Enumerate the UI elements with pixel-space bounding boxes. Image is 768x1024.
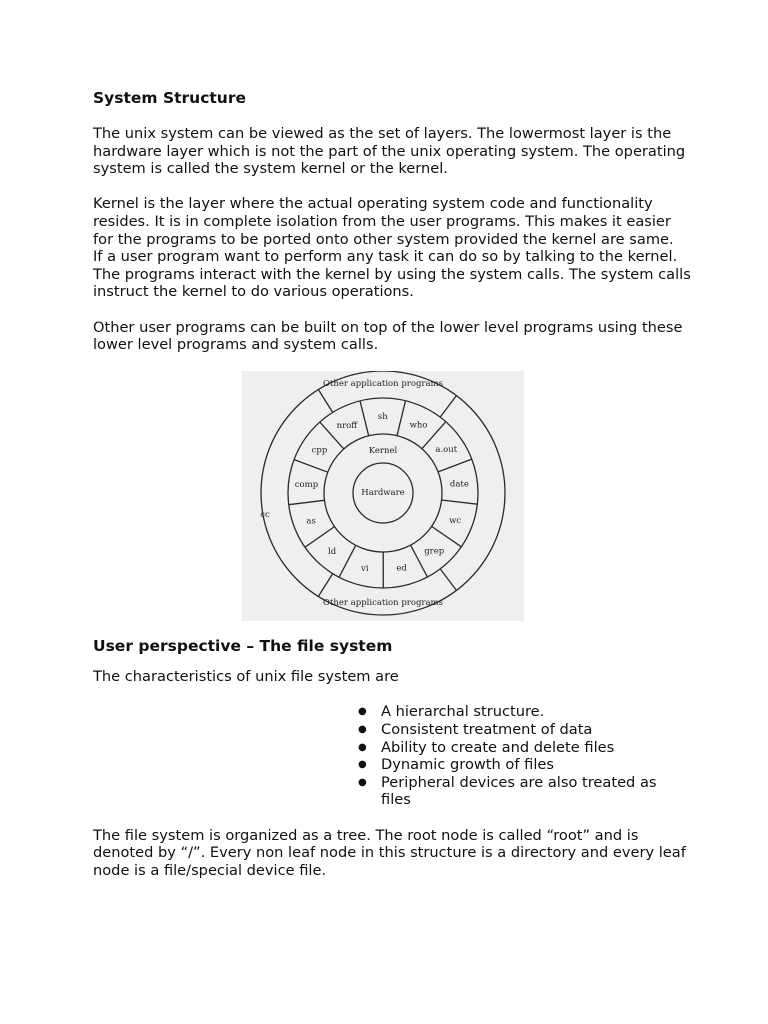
bullet-icon: ● (358, 741, 367, 753)
label-outer-top: Other application programs (323, 378, 443, 389)
list-item-text: Consistent treatment of data (381, 720, 593, 738)
bullet-icon: ● (358, 706, 367, 718)
ring-divider (360, 401, 369, 436)
ring-divider (442, 500, 478, 504)
paragraph-layers: The unix system can be viewed as the set of layers. The lowermost layer is the hardware layer which is not the part of the unix operating system. The operating system is called the system kernel or the kernel. (93, 125, 686, 178)
program-label: wc (449, 515, 462, 526)
program-label: grep (424, 546, 445, 557)
outer-divider (440, 569, 456, 591)
label-kernel: Kernel (368, 445, 398, 456)
program-label: a.out (435, 444, 458, 455)
program-label: date (449, 479, 469, 490)
program-label: vi (361, 563, 369, 574)
ring-divider (397, 400, 406, 435)
list-item (358, 756, 688, 774)
ring-divider (438, 459, 472, 472)
ring-divider (305, 526, 335, 547)
list-item-text: Dynamic growth of files (381, 756, 554, 774)
program-label: sh (377, 411, 388, 422)
bullet-icon: ● (358, 759, 367, 771)
paragraph-other-programs: Other user programs can be built on top of the lower level programs using these lower level programs and system calls. (93, 318, 683, 354)
section-title-file-system: User perspective – The file system (93, 636, 393, 655)
paragraph-characteristics: The characteristics of unix file system are (93, 667, 399, 685)
program-label: ld (328, 546, 337, 557)
paragraph-system-calls: If a user program want to perform any task it can do so by talking to the kernel. The programs interact with the kernel by using the system calls. The system calls instruct the kernel to do various operations. (93, 248, 691, 301)
program-label: who (409, 420, 428, 431)
list-item-text: Ability to create and delete files (381, 738, 615, 756)
bullet-icon: ● (358, 776, 367, 788)
ring-divider (289, 500, 325, 504)
list-item-text: Peripheral devices are also treated as files (381, 773, 657, 809)
outer-divider (440, 395, 456, 417)
document-page (93, 88, 693, 880)
list-item (358, 774, 688, 809)
ring-divider (339, 545, 356, 577)
bullet-icon: ● (358, 723, 367, 735)
ring-divider (294, 459, 328, 472)
label-cc: cc (260, 509, 270, 520)
program-label: as (306, 516, 316, 527)
label-hardware: Hardware (361, 487, 405, 498)
ring-divider (432, 526, 462, 546)
paragraph-tree: The file system is organized as a tree. The root node is called “root” and is denoted by “/”. Every non leaf node in this structure is a directory and every leaf node is a file/special device file. (93, 826, 686, 880)
characteristics-list (358, 703, 688, 809)
list-item (358, 739, 688, 757)
outer-divider (318, 573, 332, 596)
unix-layers-diagram (242, 371, 524, 621)
program-label: nroff (336, 420, 358, 431)
label-outer-bottom: Other application programs (323, 597, 443, 608)
outer-divider (318, 389, 332, 412)
list-item (358, 721, 688, 739)
program-label: comp (294, 479, 319, 490)
program-label: cpp (311, 445, 328, 456)
layers-diagram-svg (242, 371, 524, 621)
list-item-text: A hierarchal structure. (381, 703, 545, 721)
program-label: ed (396, 563, 407, 574)
section-title-system-structure: System Structure (93, 89, 247, 107)
paragraph-kernel: Kernel is the layer where the actual operating system code and functionality resides. It is in complete isolation from the user programs. This makes it easier for the programs to be ported onto other system provided the kernel are same. (93, 195, 674, 248)
list-item (358, 703, 688, 721)
